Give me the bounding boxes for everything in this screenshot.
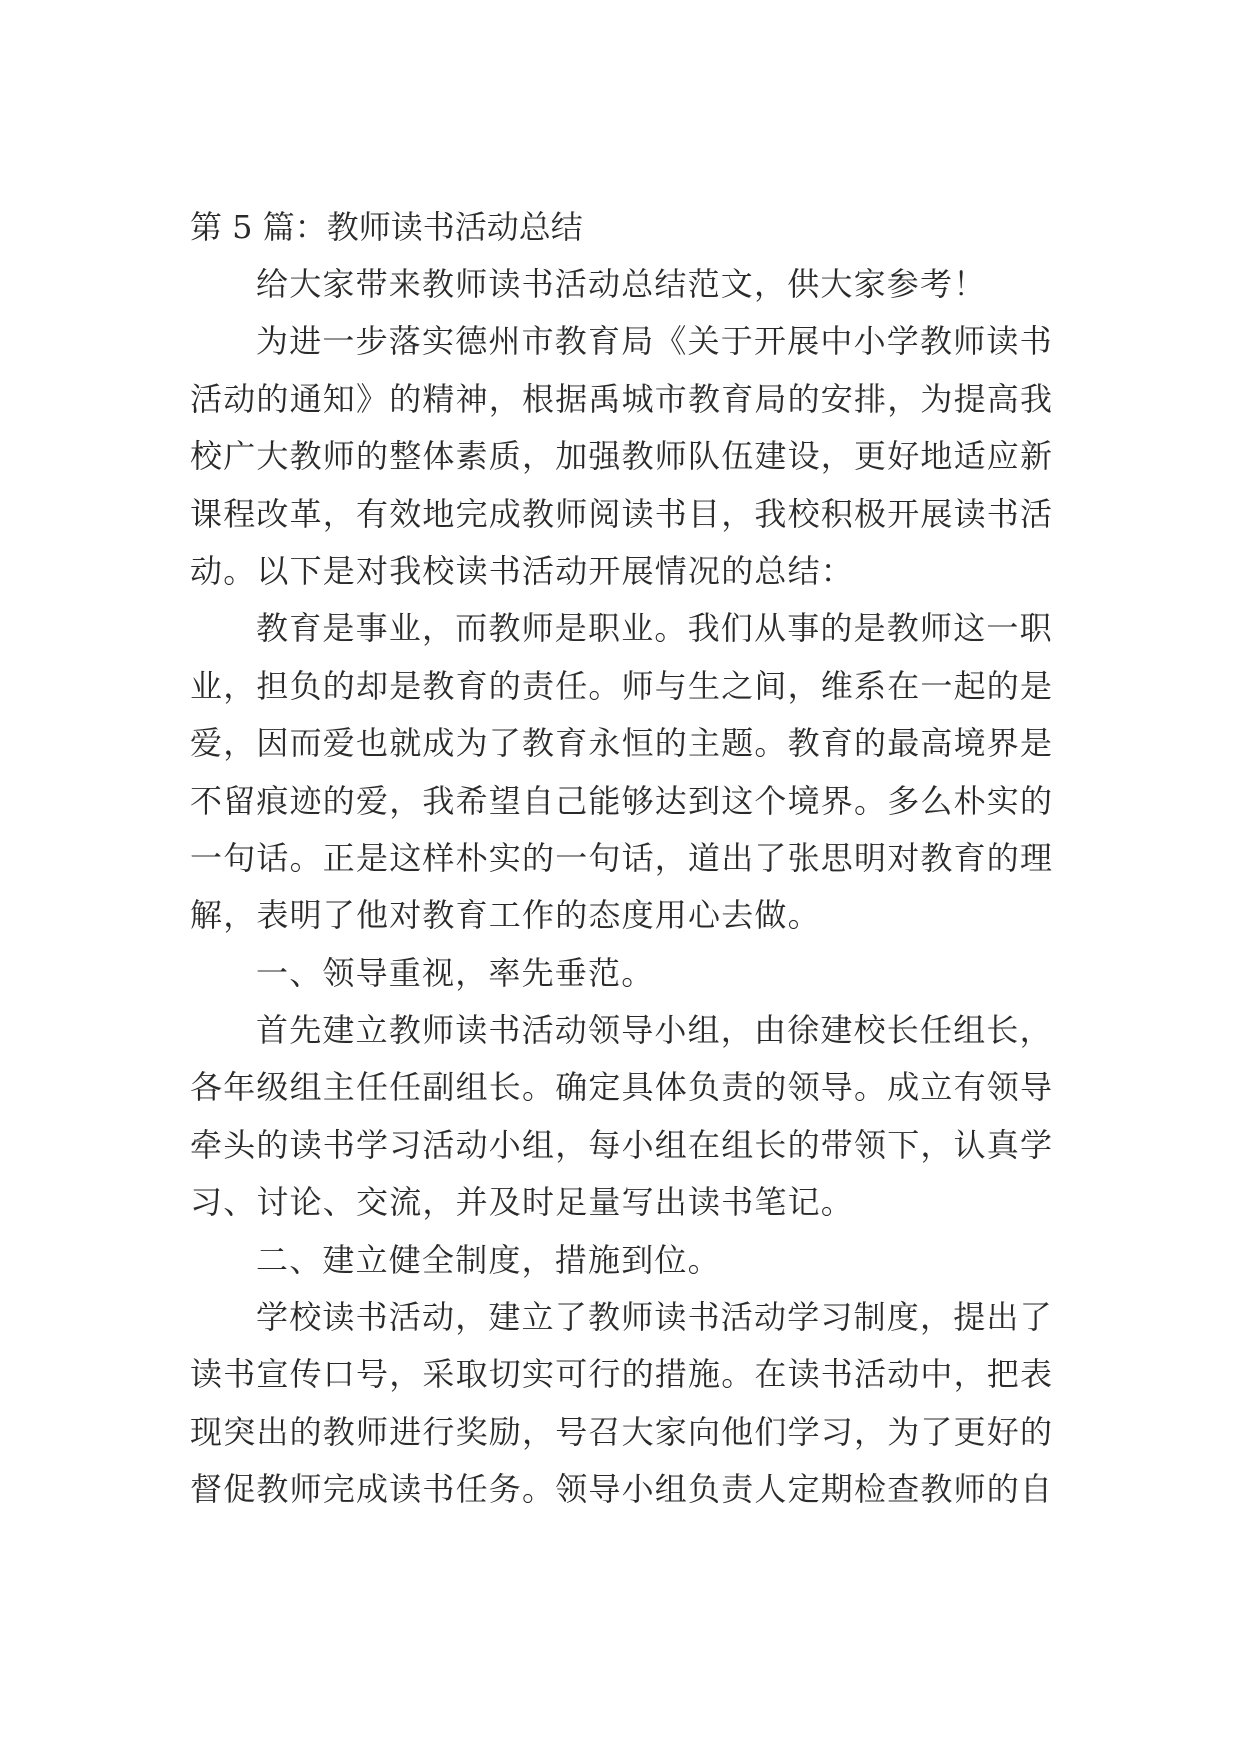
body-line-11: 一句话。正是这样朴实的一句话，道出了张思明对教育的理 <box>190 838 1054 877</box>
body-line-6: 动。以下是对我校读书活动开展情况的总结： <box>190 551 855 590</box>
document-title: 第 5 篇：教师读书活动总结 <box>190 208 583 246</box>
body-line-20: 读书宣传口号，采取切实可行的措施。在读书活动中，把表 <box>190 1355 1054 1394</box>
body-line-16: 牵头的读书学习活动小组，每小组在组长的带领下，认真学 <box>190 1125 1054 1164</box>
body-line-19: 学校读书活动，建立了教师读书活动学习制度，提出了 <box>256 1298 1053 1337</box>
body-line-9: 爱，因而爱也就成为了教育永恒的主题。教育的最高境界是 <box>190 724 1054 763</box>
body-line-14: 首先建立教师读书活动领导小组，由徐建校长任组长， <box>256 1011 1053 1050</box>
body-line-3: 活动的通知》的精神，根据禹城市教育局的安排，为提高我 <box>190 379 1054 418</box>
body-line-4: 校广大教师的整体素质，加强教师队伍建设，更好地适应新 <box>190 437 1054 476</box>
document-body <box>190 198 1070 1519</box>
body-line-17: 习、讨论、交流，并及时足量写出读书笔记。 <box>190 1183 855 1222</box>
body-line-1: 给大家带来教师读书活动总结范文，供大家参考！ <box>256 265 987 303</box>
body-line-12: 解，表明了他对教育工作的态度用心去做。 <box>190 896 821 935</box>
section-heading-1: 一、领导重视，率先垂范。 <box>256 953 655 992</box>
body-line-7: 教育是事业，而教师是职业。我们从事的是教师这一职 <box>256 609 1053 648</box>
section-heading-2: 二、建立健全制度，措施到位。 <box>256 1240 721 1279</box>
body-line-22: 督促教师完成读书任务。领导小组负责人定期检查教师的自 <box>190 1470 1054 1509</box>
body-line-15: 各年级组主任任副组长。确定具体负责的领导。成立有领导 <box>190 1068 1054 1107</box>
body-line-2: 为进一步落实德州市教育局《关于开展中小学教师读书 <box>256 322 1053 361</box>
body-line-8: 业，担负的却是教育的责任。师与生之间，维系在一起的是 <box>190 666 1054 705</box>
body-line-10: 不留痕迹的爱，我希望自己能够达到这个境界。多么朴实的 <box>190 781 1054 820</box>
body-line-5: 课程改革，有效地完成教师阅读书目，我校积极开展读书活 <box>190 494 1054 533</box>
body-line-21: 现突出的教师进行奖励，号召大家向他们学习，为了更好的 <box>190 1412 1054 1451</box>
